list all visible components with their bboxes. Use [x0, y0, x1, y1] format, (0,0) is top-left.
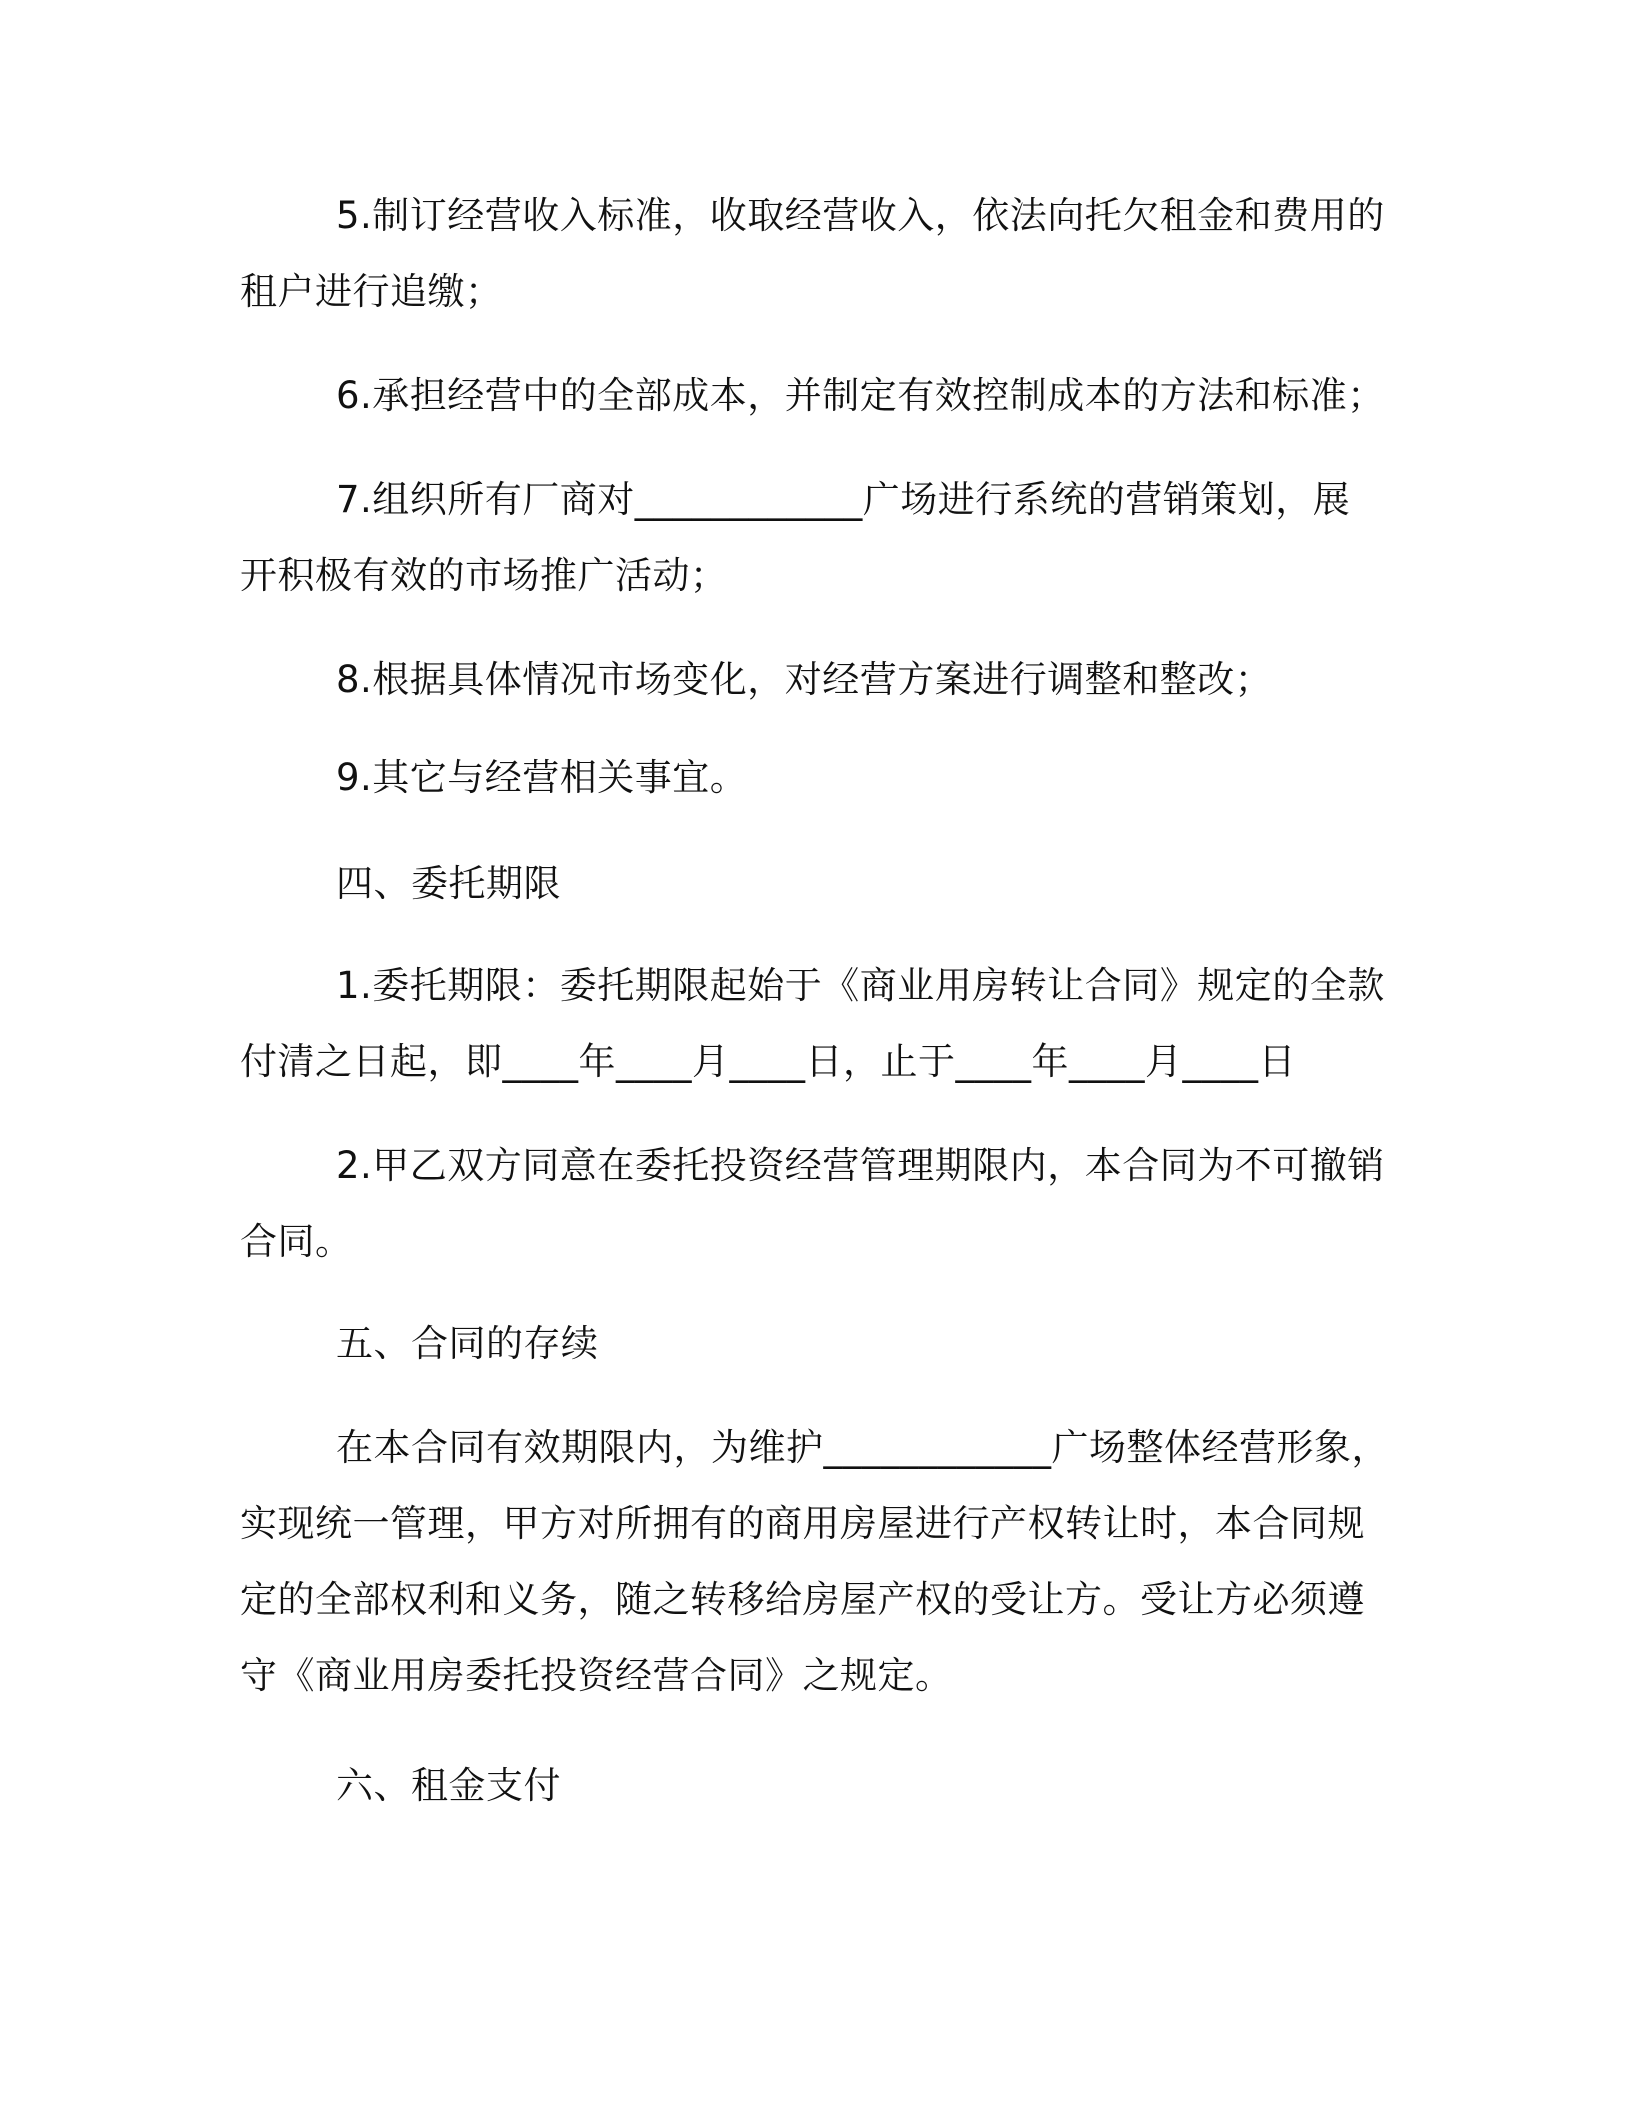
text-line: 8.根据具体情况市场变化，对经营方案进行调整和整改； [336, 658, 1273, 701]
text-line: 合同。 [240, 1220, 353, 1263]
text-line: 2.甲乙双方同意在委托投资经营管理期限内，本合同为不可撤销 [336, 1144, 1385, 1187]
paragraph-continuation [240, 1410, 1390, 1714]
text-line: 6.承担经营中的全部成本，并制定有效控制成本的方法和标准； [336, 374, 1385, 417]
paragraph-item-9 [240, 740, 1390, 816]
text-line: 7.组织所有厂商对____________广场进行系统的营销策划，展 [336, 478, 1351, 521]
text-line: 5.制订经营收入标准，收取经营收入，依法向托欠租金和费用的 [336, 194, 1385, 237]
paragraph-term-1 [240, 948, 1390, 1100]
section-heading-4 [240, 846, 1390, 922]
paragraph-term-2 [240, 1128, 1390, 1280]
section-heading: 四、委托期限 [336, 862, 561, 905]
section-heading: 五、合同的存续 [336, 1322, 599, 1365]
paragraph-item-5 [240, 178, 1390, 330]
text-line: 实现统一管理，甲方对所拥有的商用房屋进行产权转让时，本合同规 [240, 1502, 1365, 1545]
text-line: 1.委托期限：委托期限起始于《商业用房转让合同》规定的全款 [336, 964, 1385, 1007]
text-line: 付清之日起，即____年____月____日，止于____年____月____日 [240, 1040, 1296, 1083]
text-line: 在本合同有效期限内，为维护____________广场整体经营形象， [336, 1426, 1389, 1469]
section-heading: 六、租金支付 [336, 1764, 561, 1807]
section-heading-5 [240, 1306, 1390, 1382]
text-line: 9.其它与经营相关事宜。 [336, 756, 748, 799]
text-line: 租户进行追缴； [240, 270, 503, 313]
paragraph-item-6 [240, 358, 1390, 434]
text-line: 守《商业用房委托投资经营合同》之规定。 [240, 1654, 953, 1697]
section-heading-6 [240, 1748, 1390, 1824]
text-line: 定的全部权利和义务，随之转移给房屋产权的受让方。受让方必须遵 [240, 1578, 1365, 1621]
paragraph-item-7 [240, 462, 1390, 614]
text-line: 开积极有效的市场推广活动； [240, 554, 728, 597]
paragraph-item-8 [240, 642, 1390, 718]
